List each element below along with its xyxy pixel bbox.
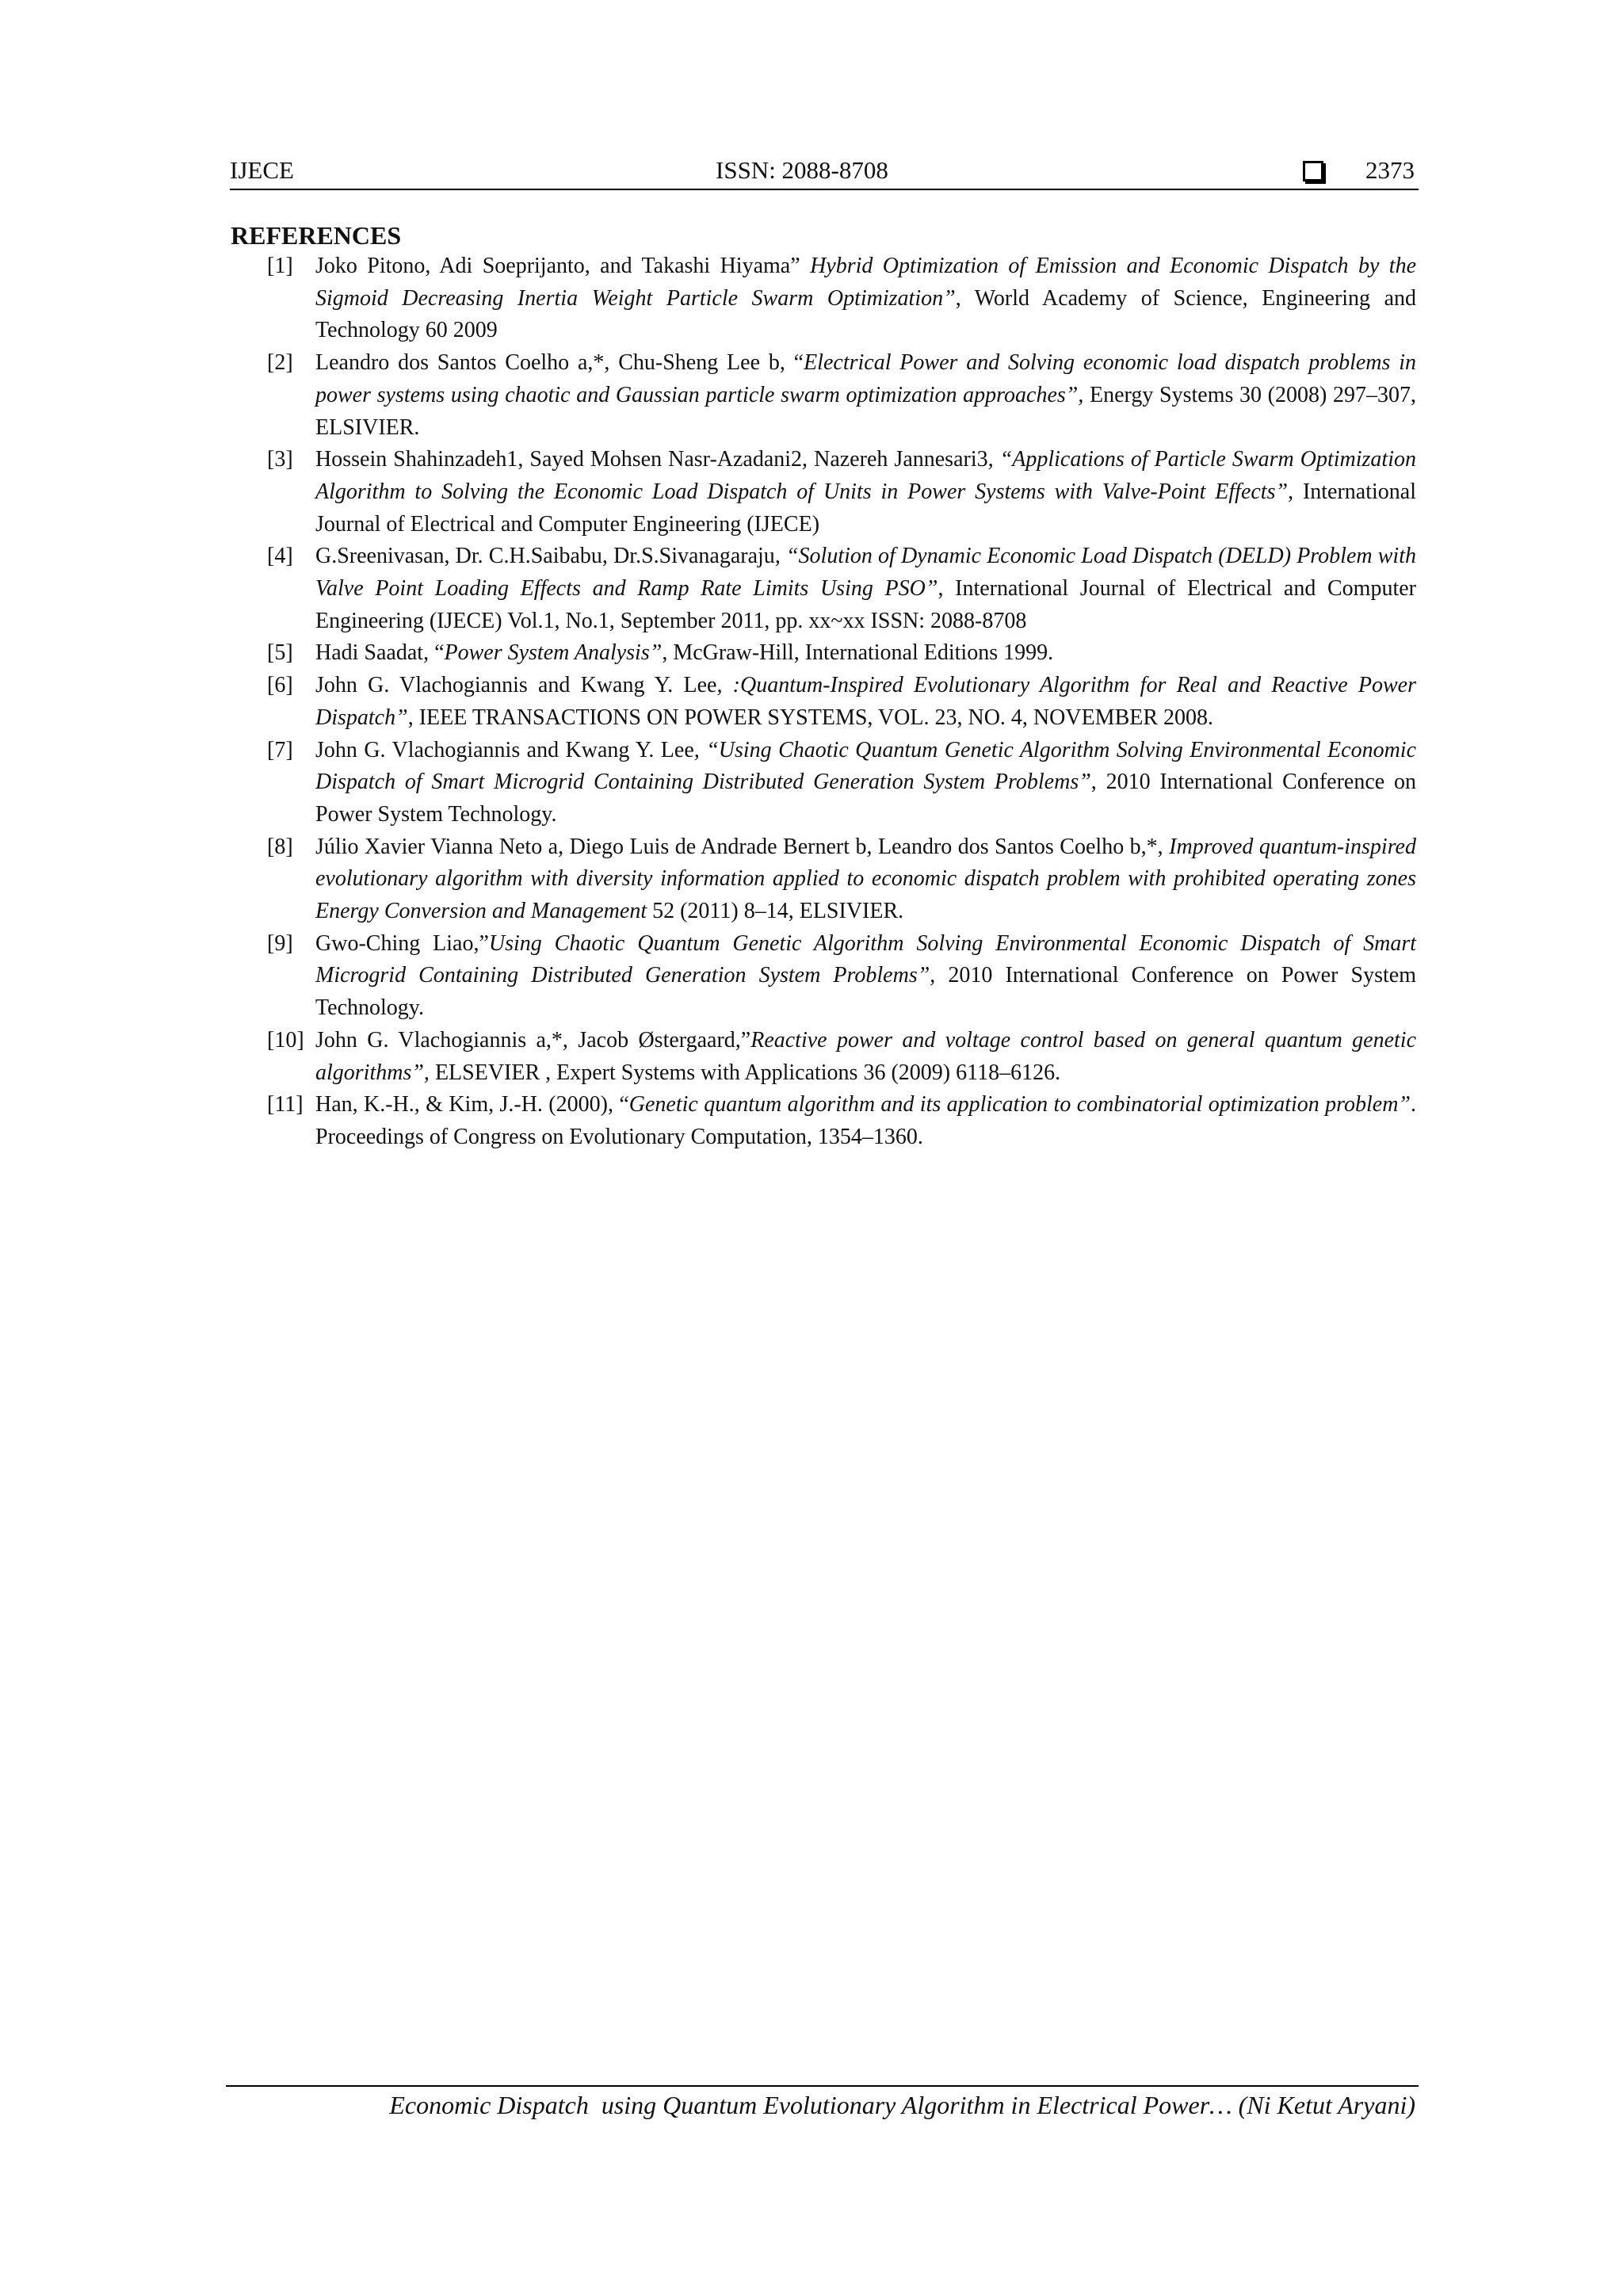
reference-source: ELSEVIER , Expert Systems with Applications 36 (2009) 6118–6126. <box>429 1060 1061 1085</box>
reference-item <box>267 831 1416 928</box>
section-title: REFERENCES <box>231 221 402 250</box>
reference-source: , IEEE TRANSACTIONS ON POWER SYSTEMS, VOL. 23, NO. 4, NOVEMBER 2008. <box>407 705 1214 730</box>
reference-source: , 2010 International Conference on Power System Technology. <box>315 770 1416 827</box>
reference-item <box>267 637 1416 670</box>
reference-title: Genetic quantum algorithm and its application to combinatorial optimization problem” <box>628 1092 1411 1117</box>
reference-authors: Júlio Xavier Vianna Neto a, Diego Luis de Andrade Bernert b, Leandro dos Santos Coelho b,*, <box>315 834 1170 859</box>
reference-source: , International Journal of Electrical and Computer Engineering (IJECE) Vol.1, No.1, September 2011, pp. xx~xx ISSN: 2088-8708 <box>315 576 1416 633</box>
reference-number: [1] <box>267 254 293 278</box>
reference-authors: G.Sreenivasan, Dr. C.H.Saibabu, Dr.S.Sivanagaraju <box>315 544 775 569</box>
reference-number: [6] <box>267 673 293 698</box>
reference-item <box>267 444 1416 541</box>
reference-authors: Hossein Shahinzadeh1, Sayed Mohsen Nasr-Azadani2, Nazereh Jannesari3 <box>315 447 988 472</box>
reference-authors: John G. Vlachogiannis a,*, Jacob Østergaard,” <box>315 1027 751 1052</box>
reference-source: 52 (2011) 8–14, ELSIVIER. <box>647 899 904 924</box>
reference-authors: Hadi Saadat, “ <box>315 640 445 666</box>
reference-number: [4] <box>267 544 293 569</box>
reference-title: , “Applications of Particle Swarm Optimization Algorithm to Solving the Economic Load Dispatch of Units in Power Systems with Valve-Point Effects” <box>315 447 1416 504</box>
reference-list <box>267 250 1416 1154</box>
reference-source: Energy Systems 30 (2008) 297–307, ELSIVIER. <box>315 382 1416 440</box>
reference-authors: Han, K.-H., & Kim, J.-H. (2000), “ <box>315 1092 629 1117</box>
reference-number: [7] <box>267 737 293 762</box>
reference-item <box>267 928 1416 1025</box>
reference-number: [2] <box>267 350 293 376</box>
reference-title: Reactive power and voltage control based on general quantum genetic algorithms”, <box>315 1027 1417 1085</box>
reference-source: , World Academy of Science, Engineering and Technology 60 2009 <box>315 285 1416 343</box>
reference-number: [3] <box>267 447 293 472</box>
reference-title: Electrical Power and Solving economic load dispatch problems in power systems using chaotic and Gaussian particle swarm optimization approaches”, <box>315 350 1416 407</box>
page-header <box>230 152 1419 190</box>
reference-title: Hybrid Optimization of Emission and Economic Dispatch by the Sigmoid Decreasing Inertia Weight Particle Swarm Optimization” <box>315 254 1416 311</box>
reference-title: , “Using Chaotic Quantum Genetic Algorithm Solving Environmental Economic Dispatch of Smart Microgrid Containing Distributed Generation System Problems” <box>315 737 1416 795</box>
reference-number: [11] <box>267 1092 304 1117</box>
reference-title: , “Solution of Dynamic Economic Load Dispatch (DELD) Problem with Valve Point Loading Effects and Ramp Rate Limits Using PSO” <box>315 544 1416 602</box>
reference-source: . Proceedings of Congress on Evolutionary Computation, 1354–1360. <box>315 1092 1416 1149</box>
reference-source: , McGraw-Hill, International Editions 1999. <box>662 640 1054 666</box>
reference-authors: Gwo-Ching Liao,” <box>315 930 489 956</box>
page-number: 2373 <box>1365 156 1415 184</box>
reference-title: , :Quantum-Inspired Evolutionary Algorithm for Real and Reactive Power Dispatch” <box>315 673 1416 730</box>
running-title: Economic Dispatch using Quantum Evolutionary Algorithm in Electrical Power… (Ni Ketut Aryani) <box>389 2091 1415 2119</box>
reference-item <box>267 347 1416 444</box>
reference-number: [10] <box>267 1027 304 1052</box>
reference-title: Using Chaotic Quantum Genetic Algorithm Solving Environmental Economic Dispatch of Smart Microgrid Containing Distributed Generation System Problems”, <box>315 930 1416 988</box>
reference-authors: Joko Pitono, Adi Soeprijanto, and Takashi Hiyama” <box>315 254 811 278</box>
reference-item <box>267 541 1416 637</box>
reference-item <box>267 670 1416 734</box>
square-bullet-icon <box>1303 161 1323 181</box>
reference-number: [5] <box>267 640 293 666</box>
reference-source: 2010 International Conference on Power System Technology. <box>315 963 1416 1021</box>
reference-title: Power System Analysis” <box>444 640 663 666</box>
reference-authors: Leandro dos Santos Coelho a,*, Chu-Sheng Lee b, “ <box>315 350 804 376</box>
journal-name: IJECE <box>230 156 294 184</box>
issn: ISSN: 2088-8708 <box>716 156 888 184</box>
reference-source: , International Journal of Electrical and Computer Engineering (IJECE) <box>315 479 1416 537</box>
reference-item <box>267 1025 1416 1089</box>
reference-number: [8] <box>267 834 293 859</box>
reference-item <box>267 1089 1416 1153</box>
reference-number: [9] <box>267 930 293 956</box>
reference-authors: John G. Vlachogiannis and Kwang Y. Lee <box>315 737 694 762</box>
reference-authors: John G. Vlachogiannis and Kwang Y. Lee <box>315 673 717 698</box>
reference-title: Improved quantum-inspired evolutionary algorithm with diversity information applied to economic dispatch problem with prohibited operating zones Energy Conversion and Management <box>315 834 1416 924</box>
reference-item <box>267 250 1416 347</box>
reference-item <box>267 735 1416 831</box>
